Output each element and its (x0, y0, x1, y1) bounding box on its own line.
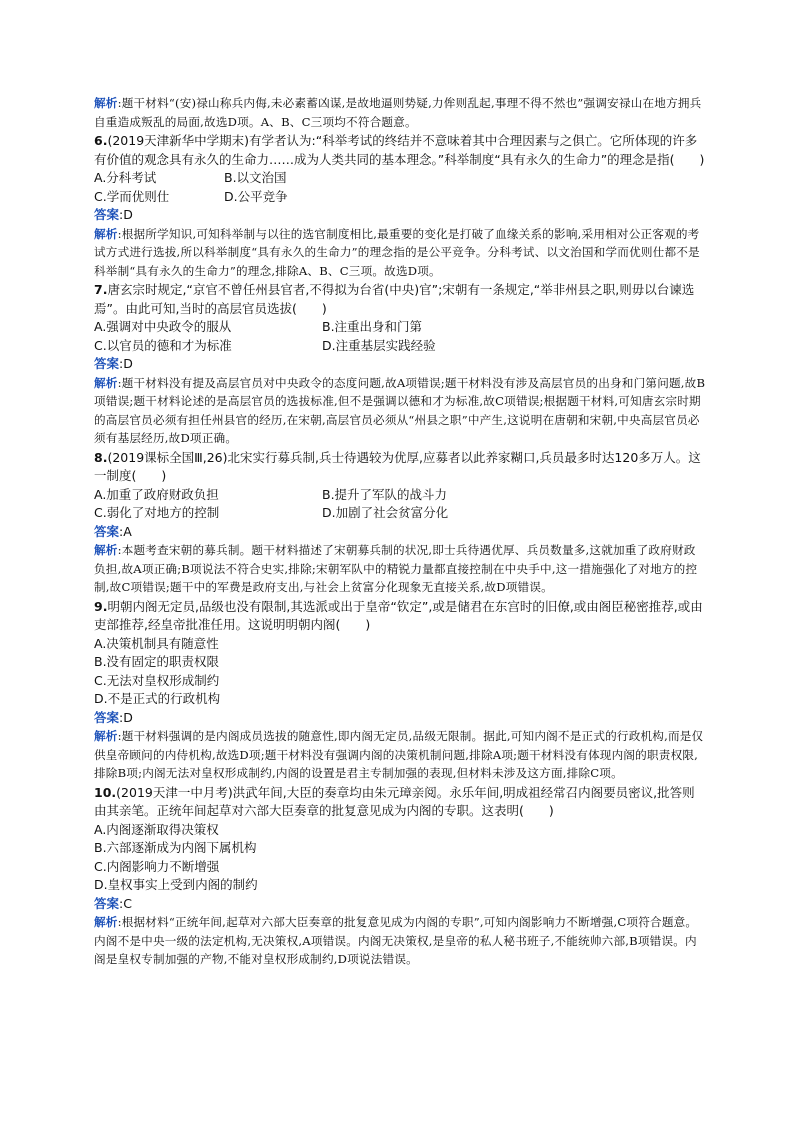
question-number: 6. (94, 133, 108, 148)
analysis-text: :题干材料“(安)禄山称兵内侮,未必素蓄凶谋,是故地逼则势疑,力侔则乱起,事理不得不然也”强调安禄山在地方拥兵自重造成叛乱的局面,故选D项。A、B、C三项均不符合题意。 (94, 96, 702, 129)
question-number: 9. (94, 598, 108, 614)
answer-label: 答案 (94, 356, 120, 371)
analysis (94, 541, 706, 597)
answer-value: :A (119, 523, 132, 539)
option-c: C.学而优则仕 (94, 188, 170, 204)
answer-label: 答案 (94, 523, 120, 539)
option-a: A.分科考试 (94, 170, 157, 185)
analysis (94, 374, 706, 448)
answer (94, 709, 706, 728)
answer-label: 答案 (94, 709, 120, 725)
option-a: A.决策机制具有随意性 (94, 635, 219, 651)
question-stem: (2019天津一中月考)洪武年间,大臣的奏章均由朱元璋亲阅。永乐年间,明成祖经常召内阁要员密议,批答则由其亲笔。正统年间起草对六部大臣奏章的批复意见成为内阁的专职。这表明( ) (94, 784, 695, 818)
question-8 (94, 449, 706, 597)
options (94, 486, 706, 523)
question-stem: 明朝内阁无定员,品级也没有限制,其选派或出于皇帝“钦定”,或是储君在东宫时的旧僚,或由阁臣秘密推荐,或由吏部推荐,经皇帝批准任用。这说明明朝内阁( ) (94, 598, 703, 632)
option-b: B.注重出身和门第 (322, 319, 423, 334)
answer (94, 355, 706, 374)
analysis-text: :题干材料强调的是内阁成员选拔的随意性,即内阁无定员,品级无限制。据此,可知内阁不是正式的行政机构,而是仅供皇帝顾问的内侍机构,故选D项;题干材料没有强调内阁的决策机制问题,排除A项;题干材料没有体现内阁的职责权限,排除B项;内阁无法对皇权形成制约,内阁的设置是君主专制加强的表现,但材料未涉及这方面,排除C项。 (94, 729, 704, 780)
option-c: C.弱化了对地方的控制 (94, 505, 220, 520)
answer-value: :D (119, 709, 133, 725)
analysis-label: 解析 (94, 729, 118, 743)
option-a: A.内阁逐渐取得决策权 (94, 821, 219, 837)
analysis-text: :题干材料没有提及高层官员对中央政令的态度问题,故A项错误;题干材料没有涉及高层官员的出身和门第问题,故B项错误;题干材料论述的是高层官员的选拔标准,但不是强调以德和才为标准,故C项错误;根据题干材料,可知唐玄宗时期的高层官员必须有担任州县官的经历,在宋朝,高层官员必须从“州县之职”中产生,这说明在唐朝和宋朝,中央高层官员必须有基层经历,故D项正确。 (94, 375, 706, 445)
option-d: D.不是正式的行政机构 (94, 691, 221, 706)
option-c: C.以官员的德和才为标准 (94, 337, 232, 353)
answer (94, 206, 706, 225)
option-d: D.皇权事实上受到内阁的制约 (94, 877, 258, 892)
analysis-label: 解析 (94, 96, 118, 110)
option-b: B.六部逐渐成为内阁下属机构 (94, 840, 257, 855)
option-a: A.强调对中央政令的服从 (94, 319, 232, 334)
answer-value: :D (119, 207, 133, 222)
q5-analysis (94, 94, 706, 131)
option-d: D.注重基层实践经验 (322, 337, 436, 353)
question-stem: (2019课标全国Ⅲ,26)北宋实行募兵制,兵士待遇较为优厚,应募者以此养家糊口,兵员最多时达120多万人。这一制度( ) (94, 449, 701, 483)
option-c: C.无法对皇权形成制约 (94, 672, 220, 688)
question-6 (94, 132, 706, 280)
option-d: D.加剧了社会贫富分化 (322, 505, 449, 520)
analysis-label: 解析 (94, 543, 118, 557)
question-number: 7. (94, 282, 108, 297)
options (94, 169, 706, 206)
option-b: B.提升了军队的战斗力 (322, 486, 448, 502)
document-page (94, 94, 706, 969)
question-stem: (2019天津新华中学期末)有学者认为:“科举考试的终结并不意味着其中合理因素与之俱亡。它所体现的许多有价值的观念具有永久的生命力……成为人类共同的基本理念。”科举制度“具有永久的生命力”的理念是指( ) (94, 133, 705, 167)
option-c: C.内阁影响力不断增强 (94, 858, 220, 874)
answer (94, 523, 706, 542)
analysis-text: :根据材料“正统年间,起草对六部大臣奏章的批复意见成为内阁的专职”,可知内阁影响力不断增强,C项符合题意。内阁不是中央一级的法定机构,无决策权,A项错误。内阁无决策权,是皇帝的私人秘书班子,不能统帅六部,B项错误。内阁是皇权专制加强的产物,不能对皇权形成制约,D项说法错误。 (94, 915, 698, 966)
question-9 (94, 598, 706, 783)
answer-value: :D (119, 356, 133, 371)
analysis-label: 解析 (94, 915, 118, 929)
options (94, 318, 706, 355)
answer-label: 答案 (94, 895, 120, 911)
question-10 (94, 784, 706, 969)
answer-value: :C (119, 895, 132, 911)
answer (94, 895, 706, 914)
answer-label: 答案 (94, 207, 120, 222)
analysis-text: :本题考查宋朝的募兵制。题干材料描述了宋朝募兵制的状况,即士兵待遇优厚、兵员数量多,这就加重了政府财政负担,故A项正确;B项说法不符合史实,排除;宋朝军队中的精锐力量都直接控制在中央手中,这一措施强化了对地方的控制,故C项错误;题干中的军费是政府支出,与社会上贫富分化现象无直接关系,故D项错误。 (94, 543, 698, 594)
analysis (94, 727, 706, 783)
analysis-text: :根据所学知识,可知科举制与以往的选官制度相比,最重要的变化是打破了血缘关系的影响,采用相对公正客观的考试方式进行选拔,所以科举制度“具有永久的生命力”的理念指的是公平竞争。分科考试、以文治国和学而优则仕都不是科举制“具有永久的生命力”的理念,排除A、B、C三项。故选D项。 (94, 226, 700, 278)
option-b: B.没有固定的职责权限 (94, 654, 220, 669)
option-b: B.以文治国 (224, 170, 287, 185)
question-number: 10. (94, 784, 117, 800)
option-d: D.公平竞争 (224, 188, 288, 204)
question-7 (94, 281, 706, 448)
analysis (94, 913, 706, 969)
analysis-label: 解析 (94, 226, 118, 241)
analysis (94, 225, 706, 281)
option-a: A.加重了政府财政负担 (94, 486, 219, 502)
question-number: 8. (94, 449, 108, 465)
analysis-label: 解析 (94, 375, 118, 390)
question-stem: 唐玄宗时规定,“京官不曾任州县官者,不得拟为台省(中央)官”;宋朝有一条规定,“举非州县之职,则毋以台谏选焉”。由此可知,当时的高层官员选拔( ) (94, 282, 695, 316)
